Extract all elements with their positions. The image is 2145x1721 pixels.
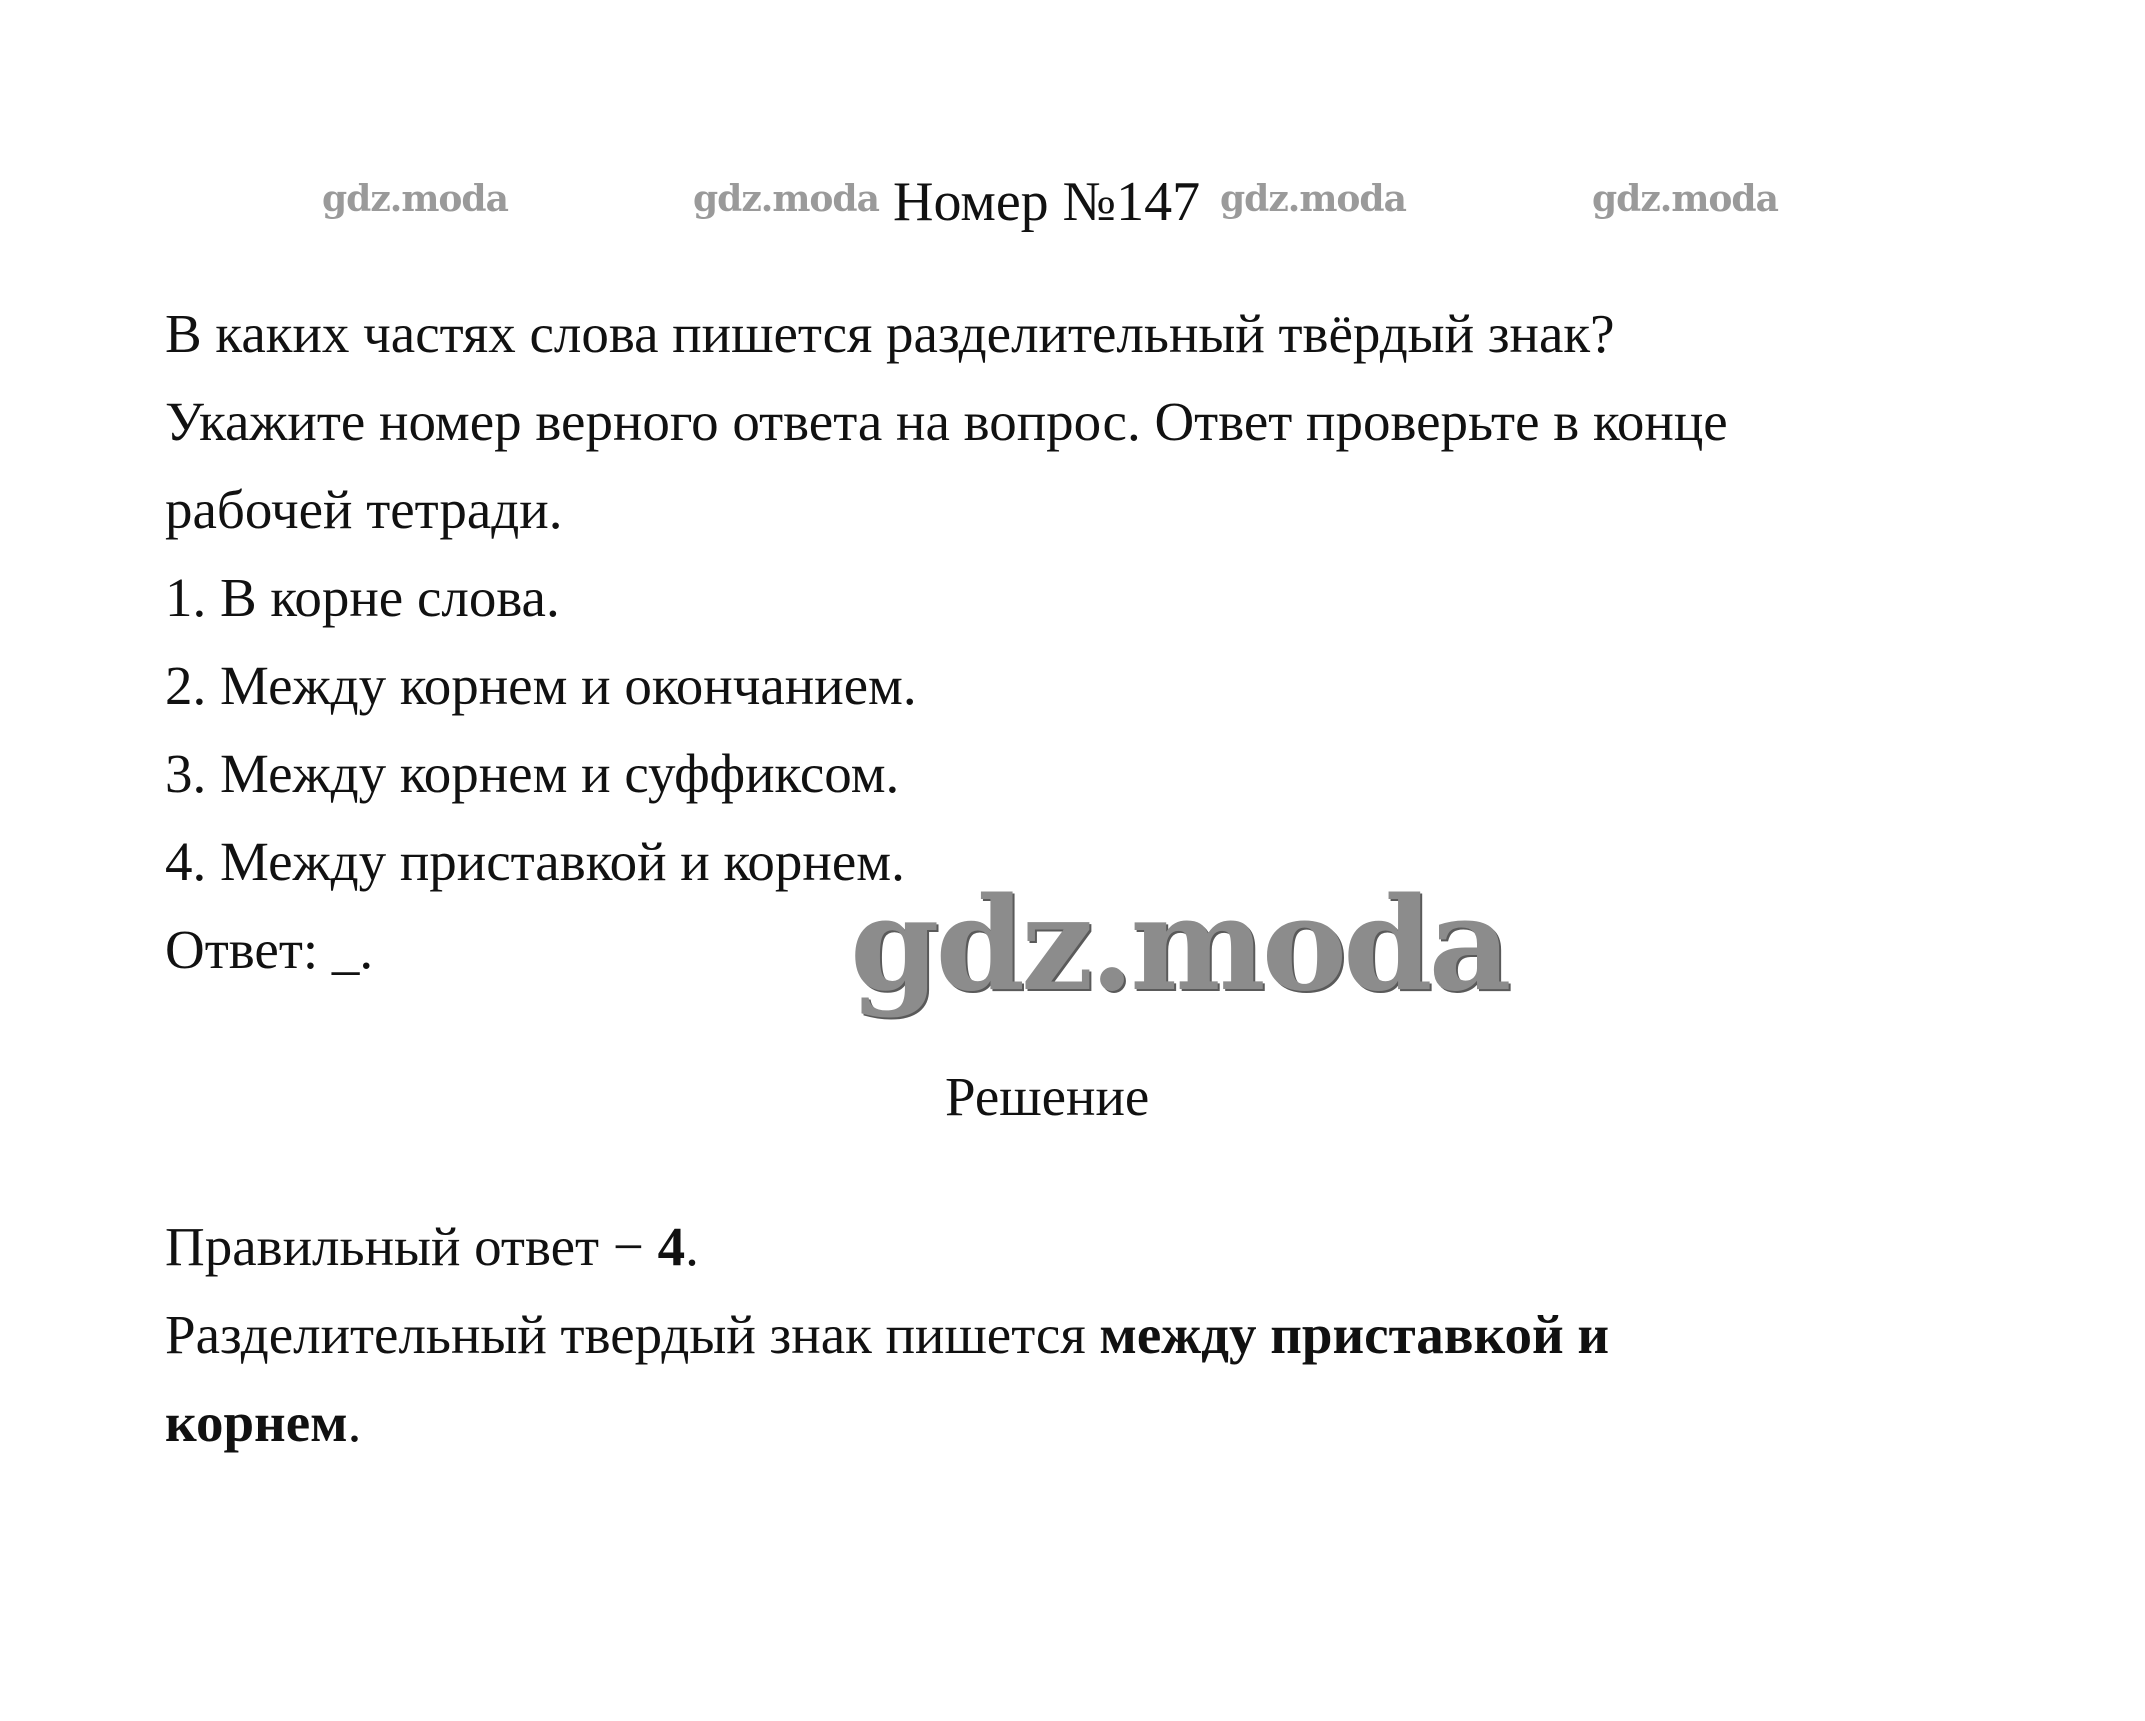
watermark-logo-large: gdz.moda [850,870,1508,1020]
correct-answer-value: 4 [657,1216,686,1277]
explanation-prefix: Разделительный твердый знак пишется [165,1304,1100,1365]
question-line: В каких частях слова пишется разделительный твёрдый знак? [165,303,1615,364]
explanation-line [165,1391,361,1454]
answer-blank: Ответ: _. [165,919,374,980]
explanation-bold: корнем [165,1392,348,1453]
question-line: Укажите номер верного ответа на вопрос. Ответ проверьте в конце [165,391,1728,452]
page-title: Номер №147 [893,171,1201,233]
explanation-line [165,1303,1609,1366]
watermark-logo: gdz.moda [693,178,879,220]
explanation-bold: между приставкой и [1099,1304,1610,1365]
watermark-logo: gdz.moda [1592,178,1778,220]
correct-answer-prefix: Правильный ответ − [165,1216,658,1277]
question-line: рабочей тетради. [165,479,563,540]
answer-option: 4. Между приставкой и корнем. [165,831,905,892]
watermark-logo: gdz.moda [1220,178,1406,220]
answer-option: 3. Между корнем и суффиксом. [165,743,900,804]
watermark-logo: gdz.moda [322,178,508,220]
explanation-suffix: . [347,1392,362,1453]
correct-answer-suffix: . [685,1216,699,1277]
correct-answer-line [165,1215,699,1278]
solution-heading: Решение [945,1066,1150,1127]
answer-option: 1. В корне слова. [165,567,560,628]
answer-option: 2. Между корнем и окончанием. [165,655,917,716]
